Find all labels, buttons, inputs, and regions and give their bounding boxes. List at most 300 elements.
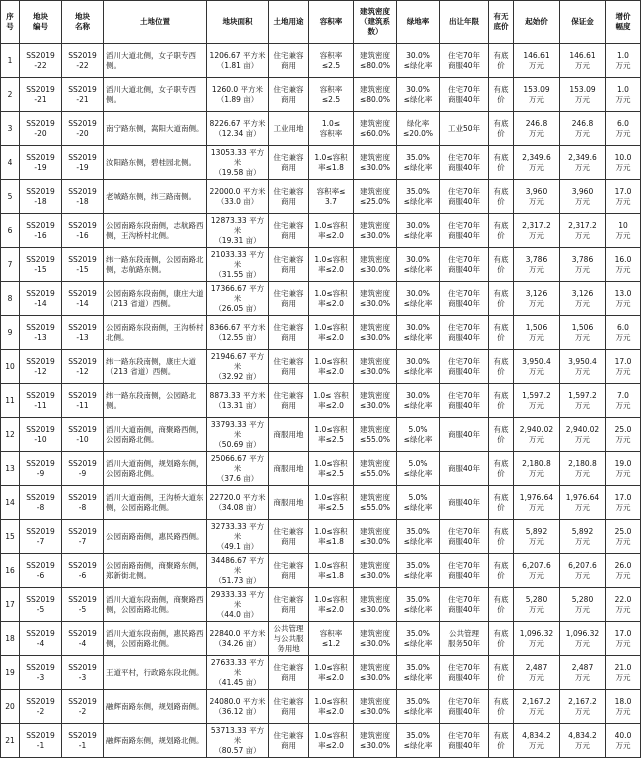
- cell-area: 21946.67 平方米 （32.92 亩）: [207, 350, 269, 384]
- cell-reserve-price: 有底 价: [489, 724, 514, 758]
- cell-parcel-name: SS2019 -2: [62, 690, 104, 724]
- cell-green-ratio: 35.0% ≤绿化率: [397, 520, 440, 554]
- cell-index: 9: [1, 316, 20, 350]
- table-row: [1, 282, 641, 316]
- table-row: [1, 452, 641, 486]
- cell-plot-ratio: 容积率 ≤1.2: [309, 622, 354, 656]
- cell-index: 15: [1, 520, 20, 554]
- cell-location: 滔川大道南侧，王沟桥大道东侧，公园南路北侧。: [104, 486, 207, 520]
- cell-starting-price: 3,950.4 万元: [514, 350, 560, 384]
- cell-green-ratio: 35.0% ≤绿化率: [397, 724, 440, 758]
- cell-parcel-name: SS2019 -12: [62, 350, 104, 384]
- cell-land-use: 商服用地: [269, 418, 309, 452]
- table-row: [1, 384, 641, 418]
- cell-area: 8873.33 平方米 （13.31 亩）: [207, 384, 269, 418]
- cell-location: 南宁路东侧，嵩阳大道南侧。: [104, 112, 207, 146]
- cell-land-use: 公共管理 与公共服 务用地: [269, 622, 309, 656]
- cell-deposit: 146.61 万元: [560, 44, 606, 78]
- cell-reserve-price: 有底 价: [489, 44, 514, 78]
- cell-area: 21033.33 平方米 （31.55 亩）: [207, 248, 269, 282]
- cell-parcel-code: SS2019 -7: [20, 520, 62, 554]
- cell-bid-increment: 6.0 万元: [606, 112, 641, 146]
- cell-land-use: 住宅兼容 商用: [269, 656, 309, 690]
- cell-land-use: 住宅兼容 商用: [269, 214, 309, 248]
- cell-lease-term: 公共管理 服务50年: [440, 622, 489, 656]
- cell-starting-price: 1,506 万元: [514, 316, 560, 350]
- cell-parcel-code: SS2019 -19: [20, 146, 62, 180]
- cell-land-use: 住宅兼容 商用: [269, 724, 309, 758]
- cell-deposit: 1,506 万元: [560, 316, 606, 350]
- cell-bid-increment: 10.0 万元: [606, 146, 641, 180]
- cell-bid-increment: 21.0 万元: [606, 656, 641, 690]
- cell-location: 公园南路南侧，商聚路东侧，郑新街北侧。: [104, 554, 207, 588]
- cell-lease-term: 住宅70年 商服40年: [440, 588, 489, 622]
- cell-parcel-name: SS2019 -6: [62, 554, 104, 588]
- cell-parcel-code: SS2019 -11: [20, 384, 62, 418]
- cell-location: 纬一路东段南侧，公园路北侧。: [104, 384, 207, 418]
- cell-reserve-price: 有底 价: [489, 588, 514, 622]
- cell-area: 22000.0 平方米 （33.0 亩）: [207, 180, 269, 214]
- table-row: [1, 486, 641, 520]
- col-header-lease-term: 出让年限: [440, 1, 489, 44]
- cell-area: 24080.0 平方米 （36.12 亩）: [207, 690, 269, 724]
- cell-reserve-price: 有底 价: [489, 78, 514, 112]
- col-header-area: 地块面积: [207, 1, 269, 44]
- cell-green-ratio: 30.0% ≤绿化率: [397, 214, 440, 248]
- cell-index: 17: [1, 588, 20, 622]
- cell-starting-price: 5,280 万元: [514, 588, 560, 622]
- cell-starting-price: 1,597.2 万元: [514, 384, 560, 418]
- cell-starting-price: 2,180.8 万元: [514, 452, 560, 486]
- cell-land-use: 住宅兼容 商用: [269, 248, 309, 282]
- cell-parcel-code: SS2019 -12: [20, 350, 62, 384]
- cell-starting-price: 146.61 万元: [514, 44, 560, 78]
- cell-deposit: 5,280 万元: [560, 588, 606, 622]
- cell-index: 12: [1, 418, 20, 452]
- cell-parcel-code: SS2019 -18: [20, 180, 62, 214]
- cell-green-ratio: 30.0% ≤绿化率: [397, 350, 440, 384]
- cell-location: 滔川大道北侧，女子职专西侧。: [104, 78, 207, 112]
- cell-bid-increment: 25.0 万元: [606, 418, 641, 452]
- cell-parcel-code: SS2019 -9: [20, 452, 62, 486]
- cell-plot-ratio: 1.0≤容积 率≤2.0: [309, 724, 354, 758]
- cell-lease-term: 住宅70年 商服40年: [440, 214, 489, 248]
- cell-bid-increment: 17.0 万元: [606, 486, 641, 520]
- cell-plot-ratio: 1.0≤容积 率≤2.0: [309, 316, 354, 350]
- cell-reserve-price: 有底 价: [489, 520, 514, 554]
- cell-plot-ratio: 1.0≤容积 率≤2.5: [309, 418, 354, 452]
- cell-building-density: 建筑密度 ≤30.0%: [354, 588, 397, 622]
- cell-area: 27633.33 平方米 （41.45 亩）: [207, 656, 269, 690]
- cell-plot-ratio: 容积率 ≤2.5: [309, 44, 354, 78]
- cell-bid-increment: 19.0 万元: [606, 452, 641, 486]
- cell-parcel-name: SS2019 -4: [62, 622, 104, 656]
- cell-reserve-price: 有底 价: [489, 180, 514, 214]
- cell-plot-ratio: 1.0≤容积 率≤2.0: [309, 214, 354, 248]
- cell-plot-ratio: 1.0≤ 容积率: [309, 112, 354, 146]
- cell-plot-ratio: 1.0≤容积 率≤2.0: [309, 282, 354, 316]
- cell-lease-term: 住宅70年 商服40年: [440, 384, 489, 418]
- table-row: [1, 214, 641, 248]
- cell-land-use: 商服用地: [269, 452, 309, 486]
- cell-parcel-code: SS2019 -10: [20, 418, 62, 452]
- col-header-plot-ratio: 容积率: [309, 1, 354, 44]
- cell-index: 7: [1, 248, 20, 282]
- col-header-reserve-price: 有无 底价: [489, 1, 514, 44]
- cell-starting-price: 2,487 万元: [514, 656, 560, 690]
- cell-index: 1: [1, 44, 20, 78]
- cell-land-use: 住宅兼容 商用: [269, 350, 309, 384]
- cell-green-ratio: 35.0% ≤绿化率: [397, 622, 440, 656]
- cell-parcel-name: SS2019 -22: [62, 44, 104, 78]
- cell-green-ratio: 绿化率 ≤20.0%: [397, 112, 440, 146]
- cell-land-use: 住宅兼容 商用: [269, 78, 309, 112]
- cell-starting-price: 2,940.02 万元: [514, 418, 560, 452]
- cell-index: 3: [1, 112, 20, 146]
- cell-land-use: 商服用地: [269, 486, 309, 520]
- cell-index: 10: [1, 350, 20, 384]
- cell-parcel-name: SS2019 -16: [62, 214, 104, 248]
- cell-lease-term: 住宅70年 商服40年: [440, 350, 489, 384]
- cell-building-density: 建筑密度 ≤55.0%: [354, 486, 397, 520]
- cell-parcel-code: SS2019 -8: [20, 486, 62, 520]
- cell-index: 11: [1, 384, 20, 418]
- cell-lease-term: 住宅70年 商服40年: [440, 78, 489, 112]
- cell-parcel-name: SS2019 -20: [62, 112, 104, 146]
- cell-deposit: 3,950.4 万元: [560, 350, 606, 384]
- cell-land-use: 住宅兼容 商用: [269, 384, 309, 418]
- cell-location: 公园南路南侧，惠民路西侧。: [104, 520, 207, 554]
- table-row: [1, 180, 641, 214]
- cell-land-use: 住宅兼容 商用: [269, 180, 309, 214]
- cell-starting-price: 2,317.2 万元: [514, 214, 560, 248]
- cell-parcel-code: SS2019 -20: [20, 112, 62, 146]
- cell-deposit: 1,096.32 万元: [560, 622, 606, 656]
- cell-reserve-price: 有底 价: [489, 452, 514, 486]
- cell-parcel-code: SS2019 -21: [20, 78, 62, 112]
- col-header-bid-increment: 增价 幅度: [606, 1, 641, 44]
- cell-parcel-code: SS2019 -15: [20, 248, 62, 282]
- cell-parcel-code: SS2019 -16: [20, 214, 62, 248]
- cell-area: 32733.33 平方米 （49.1 亩）: [207, 520, 269, 554]
- table-row: [1, 350, 641, 384]
- col-header-building-density: 建筑密度 （建筑系 数）: [354, 1, 397, 44]
- cell-building-density: 建筑密度 ≤30.0%: [354, 350, 397, 384]
- cell-parcel-code: SS2019 -2: [20, 690, 62, 724]
- cell-land-use: 住宅兼容 商用: [269, 282, 309, 316]
- cell-plot-ratio: 1.0≤容积 率≤2.0: [309, 690, 354, 724]
- cell-building-density: 建筑密度 ≤60.0%: [354, 112, 397, 146]
- cell-location: 纬一路东段南侧，公园南路北侧，志航路东侧。: [104, 248, 207, 282]
- cell-deposit: 2,317.2 万元: [560, 214, 606, 248]
- cell-bid-increment: 17.0 万元: [606, 180, 641, 214]
- cell-deposit: 3,126 万元: [560, 282, 606, 316]
- cell-parcel-name: SS2019 -19: [62, 146, 104, 180]
- cell-index: 6: [1, 214, 20, 248]
- cell-building-density: 建筑密度 ≤25.0%: [354, 180, 397, 214]
- cell-bid-increment: 25.0 万元: [606, 520, 641, 554]
- cell-bid-increment: 16.0 万元: [606, 248, 641, 282]
- table-row: [1, 146, 641, 180]
- cell-area: 53713.33 平方米 （80.57 亩）: [207, 724, 269, 758]
- cell-green-ratio: 30.0% ≤绿化率: [397, 78, 440, 112]
- cell-area: 17366.67 平方米 （26.05 亩）: [207, 282, 269, 316]
- cell-starting-price: 3,126 万元: [514, 282, 560, 316]
- cell-reserve-price: 有底 价: [489, 486, 514, 520]
- table-row: [1, 656, 641, 690]
- table-row: [1, 316, 641, 350]
- table-row: [1, 44, 641, 78]
- cell-green-ratio: 30.0% ≤绿化率: [397, 44, 440, 78]
- table-row: [1, 418, 641, 452]
- cell-area: 34486.67 平方米 （51.73 亩）: [207, 554, 269, 588]
- cell-land-use: 住宅兼容 商用: [269, 554, 309, 588]
- cell-green-ratio: 35.0% ≤绿化率: [397, 180, 440, 214]
- col-header-starting-price: 起始价: [514, 1, 560, 44]
- cell-parcel-name: SS2019 -18: [62, 180, 104, 214]
- cell-parcel-name: SS2019 -15: [62, 248, 104, 282]
- cell-parcel-name: SS2019 -7: [62, 520, 104, 554]
- cell-plot-ratio: 容积率≤ 3.7: [309, 180, 354, 214]
- cell-parcel-name: SS2019 -5: [62, 588, 104, 622]
- cell-parcel-name: SS2019 -21: [62, 78, 104, 112]
- cell-building-density: 建筑密度 ≤30.0%: [354, 316, 397, 350]
- cell-lease-term: 住宅70年 商服40年: [440, 656, 489, 690]
- cell-plot-ratio: 1.0≤容积 率≤2.0: [309, 248, 354, 282]
- cell-parcel-code: SS2019 -6: [20, 554, 62, 588]
- cell-bid-increment: 22.0 万元: [606, 588, 641, 622]
- cell-parcel-name: SS2019 -8: [62, 486, 104, 520]
- cell-lease-term: 住宅70年 商服40年: [440, 44, 489, 78]
- cell-lease-term: 住宅70年 商服40年: [440, 180, 489, 214]
- cell-deposit: 2,180.8 万元: [560, 452, 606, 486]
- cell-deposit: 3,960 万元: [560, 180, 606, 214]
- table-row: [1, 588, 641, 622]
- cell-land-use: 住宅兼容 商用: [269, 44, 309, 78]
- cell-bid-increment: 17.0 万元: [606, 350, 641, 384]
- cell-location: 滔川大道北侧，女子职专西侧。: [104, 44, 207, 78]
- cell-building-density: 建筑密度 ≤30.0%: [354, 724, 397, 758]
- cell-starting-price: 6,207.6 万元: [514, 554, 560, 588]
- cell-building-density: 建筑密度 ≤30.0%: [354, 690, 397, 724]
- cell-deposit: 4,834.2 万元: [560, 724, 606, 758]
- cell-building-density: 建筑密度 ≤80.0%: [354, 44, 397, 78]
- cell-plot-ratio: 容积率 ≤2.5: [309, 78, 354, 112]
- cell-bid-increment: 6.0 万元: [606, 316, 641, 350]
- cell-bid-increment: 1.0 万元: [606, 44, 641, 78]
- cell-green-ratio: 35.0% ≤绿化率: [397, 588, 440, 622]
- cell-green-ratio: 35.0% ≤绿化率: [397, 656, 440, 690]
- cell-lease-term: 住宅70年 商服40年: [440, 316, 489, 350]
- cell-reserve-price: 有底 价: [489, 282, 514, 316]
- table-row: [1, 78, 641, 112]
- cell-starting-price: 153.09 万元: [514, 78, 560, 112]
- col-header-parcel-code: 地块 编号: [20, 1, 62, 44]
- cell-deposit: 246.8 万元: [560, 112, 606, 146]
- cell-bid-increment: 26.0 万元: [606, 554, 641, 588]
- cell-deposit: 153.09 万元: [560, 78, 606, 112]
- cell-deposit: 2,167.2 万元: [560, 690, 606, 724]
- cell-starting-price: 246.8 万元: [514, 112, 560, 146]
- cell-green-ratio: 35.0% ≤绿化率: [397, 554, 440, 588]
- cell-index: 18: [1, 622, 20, 656]
- cell-lease-term: 商服40年: [440, 418, 489, 452]
- cell-building-density: 建筑密度 ≤55.0%: [354, 418, 397, 452]
- cell-land-use: 住宅兼容 商用: [269, 316, 309, 350]
- cell-bid-increment: 18.0 万元: [606, 690, 641, 724]
- cell-reserve-price: 有底 价: [489, 214, 514, 248]
- table-body: [1, 44, 641, 758]
- cell-deposit: 2,487 万元: [560, 656, 606, 690]
- cell-reserve-price: 有底 价: [489, 554, 514, 588]
- cell-lease-term: 商服40年: [440, 486, 489, 520]
- cell-location: 公园南路东段南侧，康庄大道（213 省道）西侧。: [104, 282, 207, 316]
- cell-deposit: 1,976.64 万元: [560, 486, 606, 520]
- cell-green-ratio: 30.0% ≤绿化率: [397, 316, 440, 350]
- cell-area: 13053.33 平方米 （19.58 亩）: [207, 146, 269, 180]
- cell-land-use: 住宅兼容 商用: [269, 588, 309, 622]
- col-header-location: 土地位置: [104, 1, 207, 44]
- cell-plot-ratio: 1.0≤容积 率≤2.0: [309, 350, 354, 384]
- table-row: [1, 724, 641, 758]
- cell-location: 滔川大道东段南侧，商聚路西侧，公园南路北侧。: [104, 588, 207, 622]
- cell-area: 33793.33 平方米 （50.69 亩）: [207, 418, 269, 452]
- cell-parcel-name: SS2019 -11: [62, 384, 104, 418]
- cell-area: 8366.67 平方米 （12.55 亩）: [207, 316, 269, 350]
- cell-area: 22840.0 平方米 （34.26 亩）: [207, 622, 269, 656]
- cell-land-use: 住宅兼容 商用: [269, 690, 309, 724]
- cell-building-density: 建筑密度 ≤55.0%: [354, 452, 397, 486]
- cell-green-ratio: 35.0% ≤绿化率: [397, 690, 440, 724]
- cell-index: 21: [1, 724, 20, 758]
- cell-index: 14: [1, 486, 20, 520]
- cell-parcel-code: SS2019 -22: [20, 44, 62, 78]
- cell-reserve-price: 有底 价: [489, 350, 514, 384]
- cell-location: 融辉南路东侧，规划路南侧。: [104, 690, 207, 724]
- cell-index: 5: [1, 180, 20, 214]
- cell-plot-ratio: 1.0≤容积 率≤2.0: [309, 656, 354, 690]
- cell-lease-term: 住宅70年 商服40年: [440, 724, 489, 758]
- cell-area: 1260.0 平方米 （1.89 亩）: [207, 78, 269, 112]
- col-header-parcel-name: 地块 名称: [62, 1, 104, 44]
- cell-lease-term: 工业50年: [440, 112, 489, 146]
- cell-bid-increment: 17.0 万元: [606, 622, 641, 656]
- cell-lease-term: 住宅70年 商服40年: [440, 146, 489, 180]
- cell-location: 汝阳路东侧，碧桂园北侧。: [104, 146, 207, 180]
- cell-area: 25066.67 平方米 （37.6 亩）: [207, 452, 269, 486]
- cell-area: 22720.0 平方米 （34.08 亩）: [207, 486, 269, 520]
- cell-parcel-code: SS2019 -14: [20, 282, 62, 316]
- cell-index: 20: [1, 690, 20, 724]
- cell-lease-term: 住宅70年 商服40年: [440, 282, 489, 316]
- cell-starting-price: 2,349.6 万元: [514, 146, 560, 180]
- cell-parcel-code: SS2019 -5: [20, 588, 62, 622]
- cell-deposit: 1,597.2 万元: [560, 384, 606, 418]
- table-row: [1, 690, 641, 724]
- cell-building-density: 建筑密度 ≤30.0%: [354, 384, 397, 418]
- cell-parcel-name: SS2019 -1: [62, 724, 104, 758]
- cell-bid-increment: 10 万元: [606, 214, 641, 248]
- cell-index: 4: [1, 146, 20, 180]
- cell-parcel-code: SS2019 -4: [20, 622, 62, 656]
- cell-starting-price: 1,976.64 万元: [514, 486, 560, 520]
- cell-index: 8: [1, 282, 20, 316]
- cell-parcel-code: SS2019 -1: [20, 724, 62, 758]
- cell-lease-term: 住宅70年 商服40年: [440, 554, 489, 588]
- cell-land-use: 住宅兼容 商用: [269, 520, 309, 554]
- cell-building-density: 建筑密度 ≤30.0%: [354, 248, 397, 282]
- cell-plot-ratio: 1.0≤容积 率≤1.8: [309, 520, 354, 554]
- cell-reserve-price: 有底 价: [489, 316, 514, 350]
- cell-green-ratio: 5.0% ≤绿化率: [397, 418, 440, 452]
- cell-lease-term: 商服40年: [440, 452, 489, 486]
- cell-reserve-price: 有底 价: [489, 146, 514, 180]
- cell-area: 8226.67 平方米 （12.34 亩）: [207, 112, 269, 146]
- cell-deposit: 6,207.6 万元: [560, 554, 606, 588]
- table-row: [1, 554, 641, 588]
- table-row: [1, 622, 641, 656]
- cell-index: 13: [1, 452, 20, 486]
- cell-parcel-name: SS2019 -9: [62, 452, 104, 486]
- cell-index: 16: [1, 554, 20, 588]
- cell-green-ratio: 30.0% ≤绿化率: [397, 384, 440, 418]
- cell-index: 19: [1, 656, 20, 690]
- cell-location: 融辉南路东侧，规划路北侧。: [104, 724, 207, 758]
- table-row: [1, 520, 641, 554]
- col-header-land-use: 土地用途: [269, 1, 309, 44]
- cell-location: 公园南路东段南侧，志航路西侧，王沟桥村北侧。: [104, 214, 207, 248]
- cell-building-density: 建筑密度 ≤30.0%: [354, 282, 397, 316]
- cell-bid-increment: 1.0 万元: [606, 78, 641, 112]
- cell-starting-price: 4,834.2 万元: [514, 724, 560, 758]
- cell-deposit: 5,892 万元: [560, 520, 606, 554]
- cell-reserve-price: 有底 价: [489, 248, 514, 282]
- cell-area: 12873.33 平方米 （19.31 亩）: [207, 214, 269, 248]
- cell-green-ratio: 5.0% ≤绿化率: [397, 486, 440, 520]
- cell-plot-ratio: 1.0≤容积 率≤2.5: [309, 452, 354, 486]
- cell-reserve-price: 有底 价: [489, 622, 514, 656]
- cell-land-use: 工业用地: [269, 112, 309, 146]
- cell-building-density: 建筑密度 ≤30.0%: [354, 520, 397, 554]
- cell-building-density: 建筑密度 ≤30.0%: [354, 554, 397, 588]
- cell-location: 滔川大道南侧，规划路东侧，公园南路北侧。: [104, 452, 207, 486]
- cell-reserve-price: 有底 价: [489, 690, 514, 724]
- cell-location: 公园南路东段南侧，王沟桥村北侧。: [104, 316, 207, 350]
- cell-parcel-code: SS2019 -13: [20, 316, 62, 350]
- cell-deposit: 3,786 万元: [560, 248, 606, 282]
- col-header-green-ratio: 绿地率: [397, 1, 440, 44]
- col-header-index: 序 号: [1, 1, 20, 44]
- cell-reserve-price: 有底 价: [489, 418, 514, 452]
- table-header-row: [1, 1, 641, 44]
- cell-building-density: 建筑密度 ≤30.0%: [354, 656, 397, 690]
- table-row: [1, 248, 641, 282]
- cell-lease-term: 住宅70年 商服40年: [440, 690, 489, 724]
- cell-building-density: 建筑密度 ≤30.0%: [354, 622, 397, 656]
- cell-starting-price: 1,096.32 万元: [514, 622, 560, 656]
- cell-green-ratio: 30.0% ≤绿化率: [397, 282, 440, 316]
- cell-bid-increment: 7.0 万元: [606, 384, 641, 418]
- cell-deposit: 2,349.6 万元: [560, 146, 606, 180]
- cell-lease-term: 住宅70年 商服40年: [440, 520, 489, 554]
- cell-starting-price: 3,786 万元: [514, 248, 560, 282]
- cell-lease-term: 住宅70年 商服40年: [440, 248, 489, 282]
- cell-parcel-name: SS2019 -3: [62, 656, 104, 690]
- cell-location: 滔川大道南侧，商聚路西侧，公园南路北侧。: [104, 418, 207, 452]
- cell-building-density: 建筑密度 ≤30.0%: [354, 214, 397, 248]
- cell-area: 1206.67 平方米 （1.81 亩）: [207, 44, 269, 78]
- cell-parcel-name: SS2019 -10: [62, 418, 104, 452]
